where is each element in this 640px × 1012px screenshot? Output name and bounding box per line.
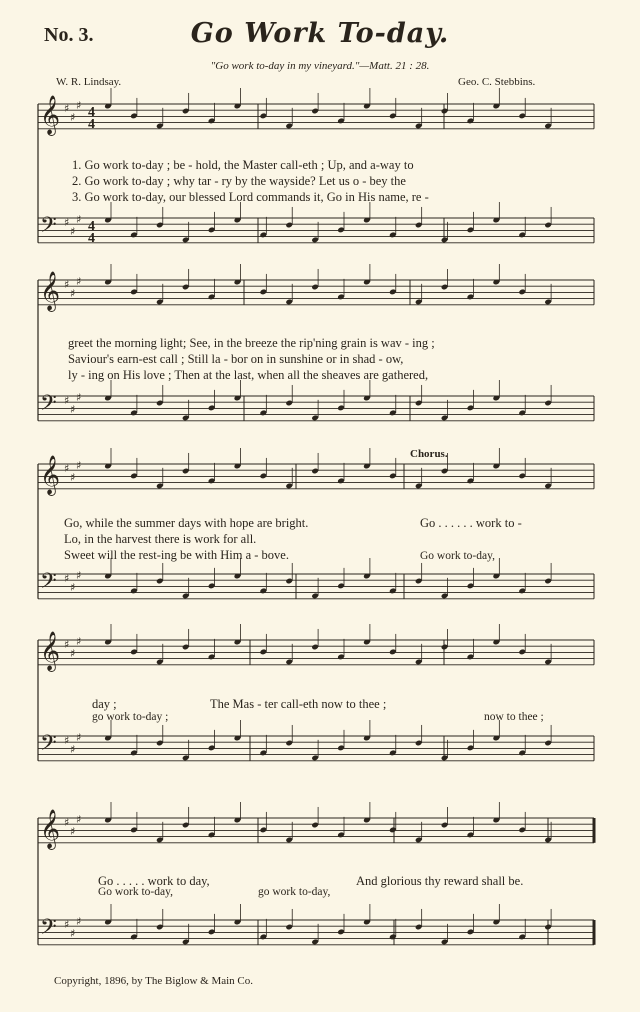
chorus-upper-line-2a: day ; xyxy=(92,697,117,711)
chorus-lower-line-2b: now to thee ; xyxy=(484,711,544,723)
chorus-upper-line-3b: And glorious thy reward shall be. xyxy=(356,874,524,888)
bass-clef-icon: 𝄢 xyxy=(40,915,57,945)
treble-clef-icon: 𝄞 xyxy=(40,455,61,495)
verse-1-line-3: Go, while the summer days with hope are bright. xyxy=(64,516,309,530)
chorus-upper-line-1: Go . . . . . . work to - xyxy=(420,516,522,530)
sharp-icon: ♯ xyxy=(70,825,76,838)
verse-1-line-1: 1. Go work to-day ; be - hold, the Master call-eth ; Up, and a-way to xyxy=(72,158,414,172)
chorus-lower-line-3a: Go work to-day, xyxy=(98,886,173,898)
verse-3-line-3: Sweet will the rest-ing be with Him a - bove. xyxy=(64,548,289,562)
sharp-icon: ♯ xyxy=(76,569,82,582)
sharp-icon: ♯ xyxy=(76,99,82,112)
treble-clef-icon: 𝄞 xyxy=(40,271,61,311)
chorus-lower-line-2a: go work to-day ; xyxy=(92,711,169,723)
lyricist-credit: W. R. Lindsay. xyxy=(56,76,122,88)
sharp-icon: ♯ xyxy=(70,225,76,238)
verse-3-line-1: 3. Go work to-day, our blessed Lord commands it, Go in His name, re - xyxy=(72,190,429,204)
sharp-icon: ♯ xyxy=(76,213,82,226)
chorus-lower-line-3b: go work to-day, xyxy=(258,886,331,898)
treble-clef-icon: 𝄞 xyxy=(40,809,61,849)
sharp-icon: ♯ xyxy=(76,813,82,826)
bass-clef-icon: 𝄢 xyxy=(40,391,57,421)
scripture-epigraph: "Go work to-day in my vineyard."—Matt. 21 : 28. xyxy=(210,60,430,72)
verse-2-line-1: 2. Go work to-day ; why tar - ry by the wayside? Let us o - bey the xyxy=(72,174,406,188)
hymn-number: No. 3. xyxy=(44,24,94,46)
sharp-icon: ♯ xyxy=(70,927,76,940)
chorus-upper-line-3a: Go . . . . . work to day, xyxy=(98,874,210,888)
time-signature: 4 xyxy=(88,105,95,120)
composer-credit: Geo. C. Stebbins. xyxy=(458,76,536,88)
sharp-icon: ♯ xyxy=(64,216,70,229)
sharp-icon: ♯ xyxy=(70,647,76,660)
treble-clef-icon: 𝄞 xyxy=(40,631,61,671)
treble-clef-icon: 𝄞 xyxy=(40,95,61,135)
sharp-icon: ♯ xyxy=(64,278,70,291)
time-signature: 4 xyxy=(88,231,95,246)
bass-clef-icon: 𝄢 xyxy=(40,569,57,599)
sharp-icon: ♯ xyxy=(76,391,82,404)
sharp-icon: ♯ xyxy=(64,918,70,931)
sharp-icon: ♯ xyxy=(64,394,70,407)
bass-clef-icon: 𝄢 xyxy=(40,213,57,243)
sharp-icon: ♯ xyxy=(64,638,70,651)
chorus-label: Chorus. xyxy=(410,448,448,460)
sharp-icon: ♯ xyxy=(76,635,82,648)
sharp-icon: ♯ xyxy=(64,462,70,475)
sharp-icon: ♯ xyxy=(64,572,70,585)
sharp-icon: ♯ xyxy=(70,581,76,594)
time-signature: 4 xyxy=(88,219,95,234)
chorus-lower-line-1: Go work to-day, xyxy=(420,550,495,562)
verse-2-line-2: Saviour's earn-est call ; Still la - bor on in sunshine or in shad - ow, xyxy=(68,352,404,366)
hymn-title: Go Work To-day. xyxy=(190,18,450,49)
copyright-notice: Copyright, 1896, by The Biglow & Main Co. xyxy=(54,975,254,987)
verse-3-line-2: ly - ing on His love ; Then at the last, when all the sheaves are gathered, xyxy=(68,368,429,382)
bass-clef-icon: 𝄢 xyxy=(40,731,57,761)
sharp-icon: ♯ xyxy=(76,731,82,744)
sharp-icon: ♯ xyxy=(70,743,76,756)
time-signature: 4 xyxy=(88,117,95,132)
verse-2-line-3: Lo, in the harvest there is work for all. xyxy=(64,532,257,546)
sharp-icon: ♯ xyxy=(76,459,82,472)
sharp-icon: ♯ xyxy=(76,275,82,288)
sharp-icon: ♯ xyxy=(64,734,70,747)
sharp-icon: ♯ xyxy=(70,403,76,416)
sharp-icon: ♯ xyxy=(76,915,82,928)
sharp-icon: ♯ xyxy=(64,816,70,829)
chorus-upper-line-2b: The Mas - ter call-eth now to thee ; xyxy=(210,697,387,711)
sharp-icon: ♯ xyxy=(70,287,76,300)
sharp-icon: ♯ xyxy=(64,102,70,115)
sharp-icon: ♯ xyxy=(70,471,76,484)
sharp-icon: ♯ xyxy=(70,111,76,124)
verse-1-line-2: greet the morning light; See, in the breeze the rip'ning grain is wav - ing ; xyxy=(68,336,435,350)
